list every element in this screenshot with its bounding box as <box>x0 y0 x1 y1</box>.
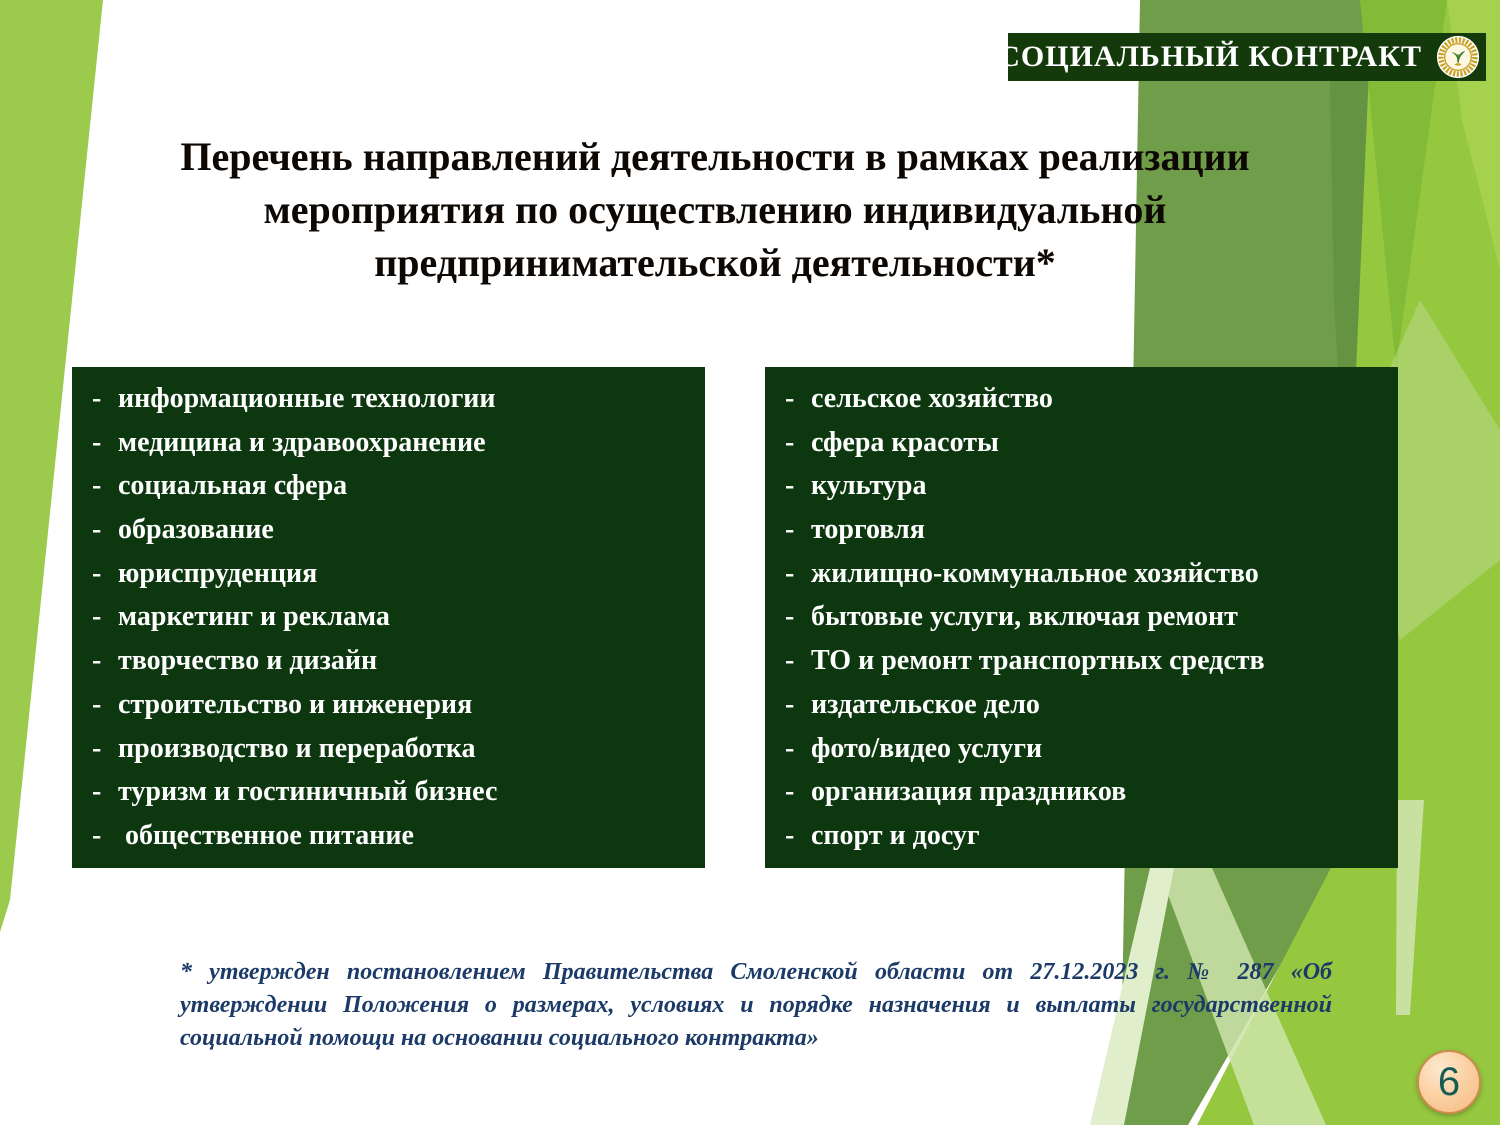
list-item <box>765 601 1398 633</box>
page-number: 6 <box>1437 1060 1461 1104</box>
dash-bullet: - <box>92 557 102 589</box>
dash-bullet: - <box>785 470 795 502</box>
slide-title-line-1: Перечень направлений деятельности в рамках реализации <box>180 134 1250 179</box>
dash-bullet: - <box>785 645 795 677</box>
list-item <box>765 558 1398 590</box>
list-item-label: творчество и дизайн <box>118 645 378 677</box>
list-item-label: туризм и гостиничный бизнес <box>118 776 498 808</box>
activities-list-left <box>72 367 705 868</box>
dash-bullet: - <box>785 776 795 808</box>
list-item <box>72 776 705 808</box>
list-item-label: производство и переработка <box>118 732 476 764</box>
list-item <box>72 558 705 590</box>
footnote-text: * утвержден постановлением Правительства Смоленской области от 27.12.2023 г. № 287 «Об утверждении Положения о размерах, условиях и порядке назначения и выплаты государственной социальной помощи на основании социального контракта» <box>180 959 1332 1052</box>
dash-bullet: - <box>92 382 102 414</box>
list-item-label: жилищно-коммунальное хозяйство <box>811 557 1259 589</box>
slide-title-line-3: предпринимательской деятельности* <box>374 240 1056 286</box>
list-item <box>765 645 1398 677</box>
list-item-label: сфера красоты <box>811 426 999 458</box>
dash-bullet: - <box>785 557 795 589</box>
dash-bullet: - <box>785 732 795 764</box>
dash-bullet: - <box>92 645 102 677</box>
list-item-label: культура <box>811 470 927 502</box>
list-item <box>72 427 705 459</box>
list-item-label: фото/видео услуги <box>811 732 1043 764</box>
list-item-label: спорт и досуг <box>811 820 980 852</box>
slide-title <box>90 130 1340 290</box>
list-item <box>765 689 1398 721</box>
list-item <box>765 733 1398 765</box>
list-item <box>765 427 1398 459</box>
slide-title-line-2: мероприятия по осуществлению индивидуальной <box>263 187 1167 233</box>
dash-bullet: - <box>92 426 102 458</box>
dash-bullet: - <box>92 514 102 546</box>
list-item <box>72 645 705 677</box>
list-item-label: организация праздников <box>811 776 1127 808</box>
dash-bullet: - <box>92 601 102 633</box>
dash-bullet: - <box>785 514 795 546</box>
dash-bullet: - <box>785 820 795 852</box>
dash-bullet: - <box>785 382 795 414</box>
list-item-label: ТО и ремонт транспортных средств <box>811 645 1265 677</box>
dash-bullet: - <box>92 820 102 852</box>
list-item-label: образование <box>118 514 274 546</box>
social-contract-badge <box>998 33 1486 81</box>
list-item-label: строительство и инженерия <box>118 688 473 720</box>
list-item <box>72 514 705 546</box>
list-item <box>765 470 1398 502</box>
dash-bullet: - <box>785 688 795 720</box>
list-item <box>765 776 1398 808</box>
list-item <box>72 383 705 415</box>
list-item <box>72 601 705 633</box>
list-item-label: бытовые услуги, включая ремонт <box>811 601 1238 633</box>
dash-bullet: - <box>92 470 102 502</box>
list-item <box>72 733 705 765</box>
list-item-label: информационные технологии <box>118 382 496 414</box>
dash-bullet: - <box>92 732 102 764</box>
list-item-label: маркетинг и реклама <box>118 601 390 633</box>
list-item <box>72 470 705 502</box>
dash-bullet: - <box>92 776 102 808</box>
dash-bullet: - <box>785 426 795 458</box>
page-number-badge <box>1417 1050 1481 1114</box>
list-item-label: издательское дело <box>811 688 1040 720</box>
list-item-label: общественное питание <box>118 820 414 852</box>
activities-list-right <box>765 367 1398 868</box>
list-item-label: социальная сфера <box>118 470 348 502</box>
list-item <box>765 514 1398 546</box>
badge-label: СОЦИАЛЬНЫЙ КОНТРАКТ <box>998 40 1422 73</box>
list-item <box>72 689 705 721</box>
list-item-label: торговля <box>811 514 925 546</box>
list-item-label: юриспруденция <box>118 557 318 589</box>
list-item-label: сельское хозяйство <box>811 382 1053 414</box>
dash-bullet: - <box>785 601 795 633</box>
list-item <box>72 820 705 852</box>
dash-bullet: - <box>92 688 102 720</box>
list-item <box>765 820 1398 852</box>
list-item-label: медицина и здравоохранение <box>118 426 486 458</box>
wreath-sprout-logo-icon <box>1436 35 1480 79</box>
list-item <box>765 383 1398 415</box>
